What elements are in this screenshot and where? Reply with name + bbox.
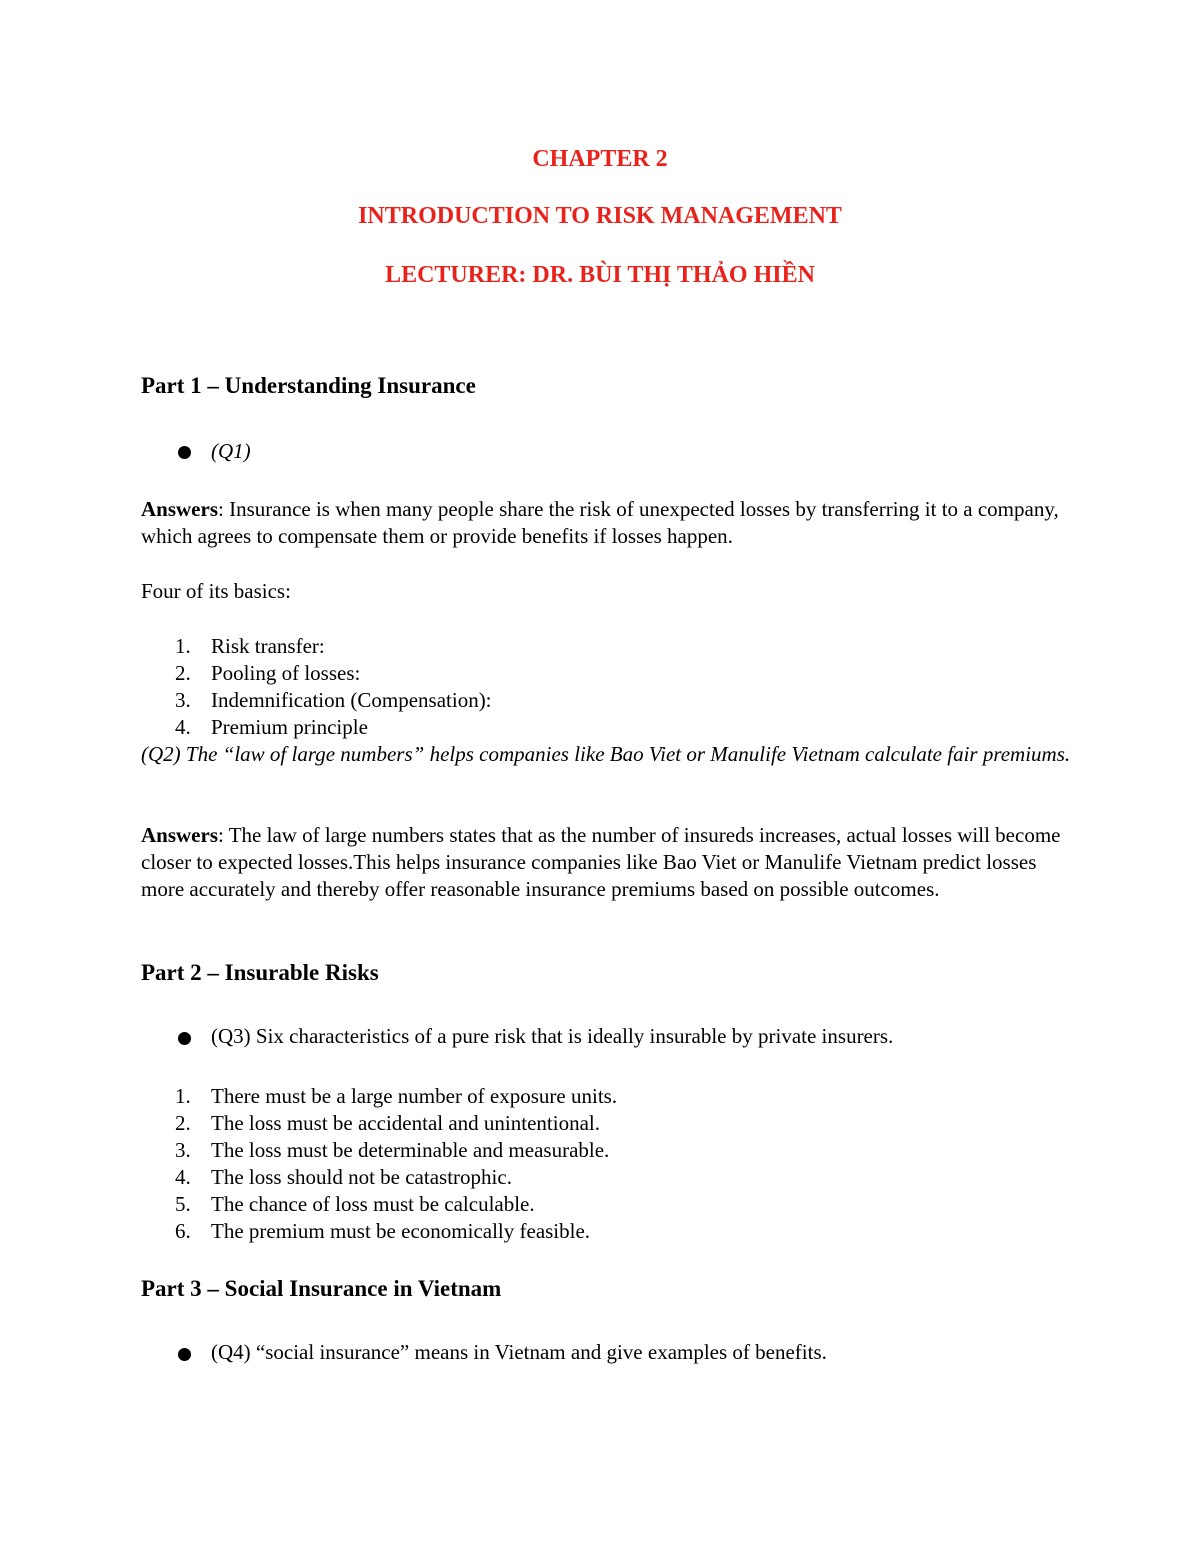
answer1-label: Answers [141, 497, 218, 521]
answer2-text: : The law of large numbers states that as the number of insureds increases, actual losses will become closer to expected losses.This helps insurance companies like Bao Viet or Manulife Vietnam predict losses more accurately and thereby offer reasonable insurance premiums based on possible outcomes. [141, 823, 1061, 901]
list-item: The chance of loss must be calculable. [211, 1192, 535, 1216]
list-item: Premium principle [211, 715, 368, 739]
list-number: 1. [175, 1084, 191, 1108]
basics-intro: Four of its basics: [141, 579, 291, 603]
lecturer-title: LECTURER: DR. BÙI THỊ THẢO HIỀN [385, 262, 815, 288]
list-number: 4. [175, 715, 191, 739]
bullet-icon [178, 1032, 191, 1045]
answer1-paragraph [141, 496, 1071, 550]
list-number: 5. [175, 1192, 191, 1216]
part2-heading: Part 2 – Insurable Risks [141, 960, 379, 985]
list-number: 1. [175, 634, 191, 658]
answer2-paragraph [141, 822, 1071, 903]
list-item: The loss should not be catastrophic. [211, 1165, 512, 1189]
q4-text: (Q4) “social insurance” means in Vietnam and give examples of benefits. [211, 1340, 827, 1364]
list-number: 2. [175, 661, 191, 685]
list-item: The loss must be accidental and unintentional. [211, 1111, 600, 1135]
list-number: 3. [175, 688, 191, 712]
part1-heading: Part 1 – Understanding Insurance [141, 373, 476, 398]
subject-title: INTRODUCTION TO RISK MANAGEMENT [358, 203, 842, 229]
list-item: The loss must be determinable and measurable. [211, 1138, 610, 1162]
answer1-text: : Insurance is when many people share the risk of unexpected losses by transferring it to a company, which agrees to compensate them or provide benefits if losses happen. [141, 497, 1059, 548]
chapter-title: CHAPTER 2 [532, 146, 668, 172]
list-item: There must be a large number of exposure units. [211, 1084, 618, 1108]
q1-label: (Q1) [211, 439, 251, 463]
bullet-icon [178, 1348, 191, 1361]
q3-text: (Q3) Six characteristics of a pure risk that is ideally insurable by private insurers. [211, 1024, 894, 1048]
part3-heading: Part 3 – Social Insurance in Vietnam [141, 1276, 502, 1301]
list-item: Indemnification (Compensation): [211, 688, 492, 712]
answer2-label: Answers [141, 823, 218, 847]
list-number: 2. [175, 1111, 191, 1135]
bullet-icon [178, 446, 191, 459]
q2-text: (Q2) The “law of large numbers” helps companies like Bao Viet or Manulife Vietnam calculate fair premiums. [141, 742, 1071, 766]
list-item: Risk transfer: [211, 634, 325, 658]
list-number: 6. [175, 1219, 191, 1243]
list-number: 3. [175, 1138, 191, 1162]
list-item: The premium must be economically feasible. [211, 1219, 591, 1243]
list-item: Pooling of losses: [211, 661, 361, 685]
list-number: 4. [175, 1165, 191, 1189]
